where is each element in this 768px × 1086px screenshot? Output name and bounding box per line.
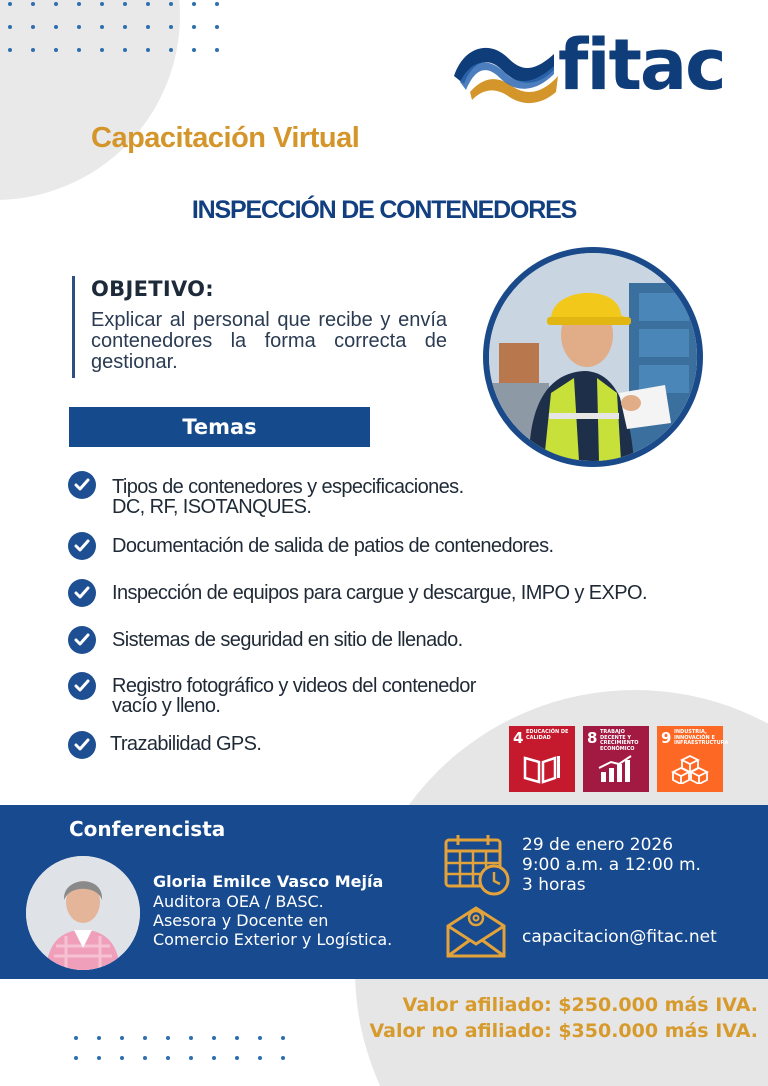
speaker-name: Gloria Emilce Vasco Mejía bbox=[153, 872, 384, 891]
topic-text: Sistemas de seguridad en sitio de llenado. bbox=[112, 629, 463, 651]
check-circle-icon bbox=[68, 672, 96, 700]
decorative-dot bbox=[212, 1036, 216, 1040]
decorative-dot bbox=[166, 1036, 170, 1040]
decorative-dot bbox=[215, 48, 219, 52]
decorative-dot bbox=[281, 1036, 285, 1040]
worker-illustration-icon bbox=[489, 253, 697, 461]
check-circle-icon bbox=[68, 731, 96, 759]
decorative-dot bbox=[143, 1056, 147, 1060]
price-affiliate: Valor afiliado: $250.000 más IVA. bbox=[402, 994, 758, 1016]
sdg-label: TRABAJO DECENTE Y CRECIMIENTO ECONÓMICO bbox=[600, 729, 639, 752]
avatar bbox=[26, 856, 140, 970]
check-circle-icon bbox=[68, 579, 96, 607]
decorative-dot bbox=[189, 1036, 193, 1040]
event-time: 9:00 a.m. a 12:00 m. bbox=[522, 855, 701, 875]
objective-heading: OBJETIVO: bbox=[91, 277, 214, 301]
wave-logo-icon bbox=[450, 36, 562, 108]
decorative-dot bbox=[189, 1056, 193, 1060]
topic-text: Registro fotográfico y videos del contenedor vacío y lleno. bbox=[112, 675, 476, 717]
sdg-tile-8 bbox=[583, 726, 649, 792]
sdg-tile-4 bbox=[509, 726, 575, 792]
topic-text: Tipos de contenedores y especificaciones. DC, RF, ISOTANQUES. bbox=[112, 476, 464, 518]
decorative-dot bbox=[8, 48, 12, 52]
event-date: 29 de enero 2026 bbox=[522, 835, 674, 855]
decorative-dot bbox=[169, 48, 173, 52]
brand-name: fitac bbox=[558, 24, 725, 106]
decorative-dot bbox=[77, 25, 81, 29]
speaker-role: Asesora y Docente en bbox=[153, 911, 329, 930]
decorative-dot bbox=[192, 2, 196, 6]
decorative-dot bbox=[100, 2, 104, 6]
sdg-tile-9 bbox=[657, 726, 729, 792]
objective-text: Explicar al personal que recibe y envía contenedores la forma correcta de gestionar. bbox=[91, 309, 447, 373]
calendar-clock-icon bbox=[444, 834, 510, 896]
decorative-dot bbox=[31, 2, 35, 6]
speaker-role: Comercio Exterior y Logística. bbox=[153, 930, 393, 949]
decorative-dot bbox=[169, 25, 173, 29]
subtitle: Capacitación Virtual bbox=[91, 122, 360, 154]
decorative-dot bbox=[97, 1056, 101, 1060]
decorative-dot bbox=[215, 2, 219, 6]
decorative-dot bbox=[8, 2, 12, 6]
decorative-dot bbox=[54, 2, 58, 6]
check-circle-icon bbox=[68, 626, 96, 654]
speaker-portrait-icon bbox=[26, 856, 140, 970]
decorative-dots-top bbox=[8, 2, 219, 52]
decorative-dot bbox=[192, 48, 196, 52]
decorative-dot bbox=[146, 2, 150, 6]
contact-email[interactable]: capacitacion@fitac.net bbox=[522, 927, 717, 947]
decorative-dot bbox=[192, 25, 196, 29]
decorative-dot bbox=[97, 1036, 101, 1040]
sdg-label: EDUCACIÓN DE CALIDAD bbox=[526, 729, 569, 741]
decorative-dot bbox=[258, 1036, 262, 1040]
book-icon bbox=[523, 754, 561, 784]
decorative-dot bbox=[31, 25, 35, 29]
sdg-number: 9 bbox=[661, 729, 672, 747]
decorative-dot bbox=[215, 25, 219, 29]
check-circle-icon bbox=[68, 532, 96, 560]
objective-block bbox=[72, 276, 452, 378]
decorative-dot bbox=[74, 1056, 78, 1060]
decorative-dot bbox=[281, 1056, 285, 1060]
decorative-dot bbox=[74, 1036, 78, 1040]
decorative-dot bbox=[235, 1036, 239, 1040]
decorative-dot bbox=[146, 25, 150, 29]
decorative-dot bbox=[77, 2, 81, 6]
decorative-dot bbox=[100, 48, 104, 52]
decorative-dot bbox=[258, 1056, 262, 1060]
sdg-label: INDUSTRIA, INNOVACIÓN E INFRAESTRUCTURA bbox=[674, 729, 729, 746]
decorative-dot bbox=[120, 1036, 124, 1040]
topics-heading-bar: Temas bbox=[69, 407, 370, 447]
email-icon bbox=[444, 904, 508, 960]
decorative-dot bbox=[77, 48, 81, 52]
decorative-dot bbox=[235, 1056, 239, 1060]
decorative-dot bbox=[166, 1056, 170, 1060]
decorative-dot bbox=[123, 48, 127, 52]
event-duration: 3 horas bbox=[522, 875, 586, 895]
topic-text: Documentación de salida de patios de contenedores. bbox=[112, 535, 554, 557]
worker-photo bbox=[483, 247, 703, 467]
fitac-logo bbox=[450, 24, 730, 108]
sdg-number: 8 bbox=[587, 729, 598, 747]
check-circle-icon bbox=[68, 471, 96, 499]
decorative-dot bbox=[31, 48, 35, 52]
decorative-dot bbox=[54, 48, 58, 52]
decorative-dot bbox=[146, 48, 150, 52]
decorative-dot bbox=[54, 25, 58, 29]
decorative-dot bbox=[123, 25, 127, 29]
speaker-role: Auditora OEA / BASC. bbox=[153, 892, 324, 911]
topic-text: Inspección de equipos para cargue y descargue, IMPO y EXPO. bbox=[112, 582, 647, 604]
sdg-number: 4 bbox=[513, 729, 524, 747]
cubes-icon bbox=[671, 754, 709, 784]
page-title: INSPECCIÓN DE CONTENEDORES bbox=[191, 196, 577, 224]
decorative-dot bbox=[169, 2, 173, 6]
decorative-dot bbox=[8, 25, 12, 29]
topic-text: Trazabilidad GPS. bbox=[110, 733, 262, 755]
decorative-dot bbox=[120, 1056, 124, 1060]
decorative-dots-bottom bbox=[74, 1036, 285, 1060]
decorative-dot bbox=[212, 1056, 216, 1060]
decorative-dot bbox=[123, 2, 127, 6]
price-non-affiliate: Valor no afiliado: $350.000 más IVA. bbox=[369, 1020, 758, 1042]
decorative-dot bbox=[100, 25, 104, 29]
decorative-dot bbox=[143, 1036, 147, 1040]
speaker-section-title: Conferencista bbox=[69, 817, 226, 841]
growth-chart-icon bbox=[597, 754, 635, 784]
